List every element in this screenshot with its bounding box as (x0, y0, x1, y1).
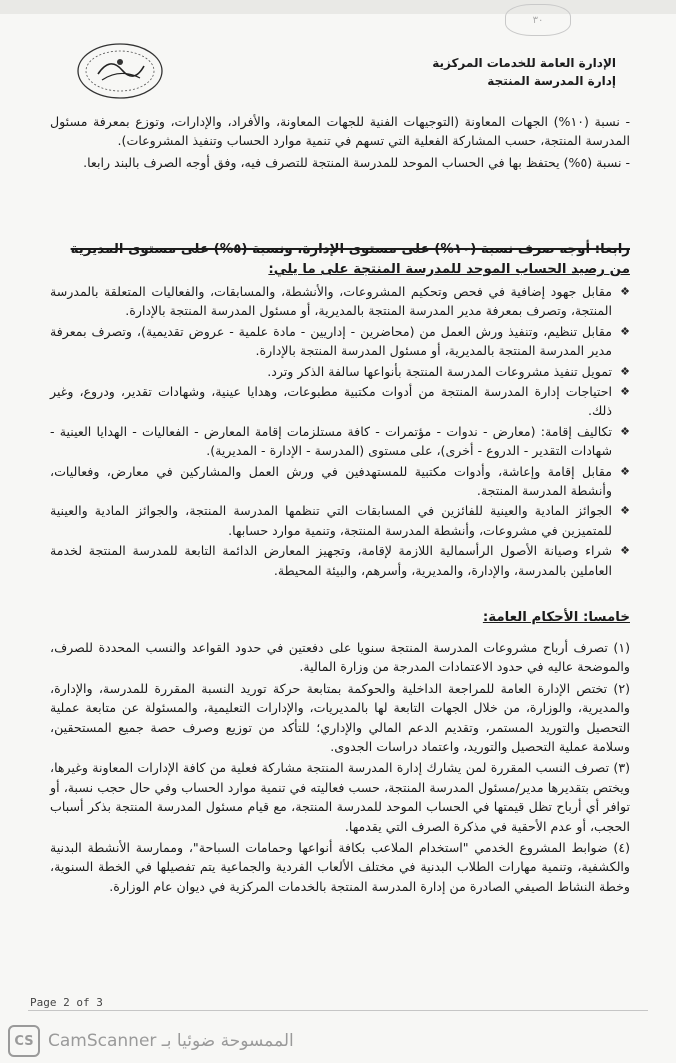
top-stamp (505, 4, 571, 36)
section-2-title (50, 240, 630, 280)
list-item: (٢) تختص الإدارة العامة للمراجعة الداخلية والحوكمة بمتابعة حركة توريد النسبة المقررة للمدرسة، والإدارة، والمديرية، والوزارة، من خلال الجهات التابعة لها بالمديريات، والإدارات التعليمية، والمسئولة عن متابعة عملية التحصيل والتوريد المستمر، وتقديم الدعم المالي والإداري؛ للتأكد من توزيع وصرف حصة جميع المستحقين، وسلامة عملية التحصيل والتوريد، واعتماد دراسات الجدوى. (50, 680, 630, 755)
header-line-1: الإدارة العامة للخدمات المركزية (432, 56, 616, 70)
section-3-list (50, 638, 630, 898)
section-2-list (50, 282, 630, 581)
camscanner-text: الممسوحة ضوئيا بـ CamScanner (48, 1031, 294, 1051)
list-item: ❖ تكاليف إقامة: (معارض - ندوات - مؤتمرات - كافة مستلزمات إقامة المعارض - الفعاليات - الهدايا العينية - شهادات التقدير - الدروع - أخرى)، على مستوى (المدرسة - الإدارة - المديرية). (50, 422, 630, 461)
section-1 (50, 112, 630, 174)
paragraph-entities-share: - نسبة (١٠%) الجهات المعاونة (التوجيهات الفنية للجهات المعاونة، والأفراد، والإدارات، وتوزع بمعرفة مسئول المدرسة المنتجة، حسب المشاركة الفعلية التي تسهم في تنمية موارد الحساب وتنفيذ المشروعات). (50, 114, 630, 149)
list-item: ❖ احتياجات إدارة المدرسة المنتجة من أدوات مكتبية مطبوعات، وهدايا عينية، وشهادات تقدير، ودروع، وغير ذلك. (50, 382, 630, 421)
list-item: ❖ شراء وصيانة الأصول الرأسمالية اللازمة لإقامة، وتجهيز المعارض الدائمة التابعة للمدرسة المنتجة لخدمة العاملين بالمدرسة، والإدارة، والمديرية، وأسرهم، والبيئة المحيطة. (50, 541, 630, 580)
document-header (396, 54, 616, 90)
list-item: ❖ مقابل إقامة وإعاشة، وأدوات مكتبية للمستهدفين في ورش العمل والمشاركين في معارض، وفعاليات، وأنشطة المدرسة المنتجة. (50, 462, 630, 501)
section-2-title-line-2: من رصيد الحساب الموحد للمدرسة المنتجة على ما يلي: (268, 262, 630, 277)
list-item: (٤) ضوابط المشروع الخدمي "استخدام الملاعب بكافة أنواعها وحمامات السباحة"، وممارسة الأنشطة البدنية والكشفية، وتنمية مهارات الطلاب البدنية في مختلف الألعاب الفردية والجماعية يتم تفصيلها في الخطة السنوية، وخطة النشاط الصيفي الصادرة من إدارة المدرسة المنتجة بالخدمات المركزية في ديوان عام الوزارة. (50, 840, 630, 894)
section-3-title: خامسا: الأحكام العامة: (482, 610, 630, 625)
paragraph-reserve-share: - نسبة (٥%) يحتفظ بها في الحساب الموحد للمدرسة المنتجة للتصرف فيه، وفق أوجه الصرف بالبند رابعا. (83, 154, 630, 170)
camscanner-watermark (8, 1026, 668, 1056)
list-item: ❖ الجوائز المادية والعينية للفائزين في المسابقات التي تنظمها المدرسة المنتجة، والجوائز المادية والعينية للمتميزين في مشروعات، وأنشطة المدرسة المنتجة، وتنمية موارد حسابها. (50, 501, 630, 540)
list-item: ❖ مقابل جهود إضافية في فحص وتحكيم المشروعات، والأنشطة، والمسابقات، والفعاليات المتعلقة بالمدرسة المنتجة، وتصرف بمعرفة مدير المدرسة المنتجة بالمديرية، أو مسئول المدرسة المنتجة بالإدارة. (50, 282, 630, 321)
list-item: ❖ تمويل تنفيذ مشروعات المدرسة المنتجة بأنواعها سالفة الذكر وترد. (50, 362, 630, 381)
header-line-2: إدارة المدرسة المنتجة (487, 74, 616, 88)
page-number: Page 2 of 3 (30, 996, 103, 1009)
list-item: ❖ مقابل تنظيم، وتنفيذ ورش العمل من (محاضرين - إداريين - مادة علمية - عروض تقديمية)، وتصرف بمعرفة مدير المدرسة المنتجة بالمديرية، أو مسئول المدرسة المنتجة بالإدارة. (50, 322, 630, 361)
top-stamp-text: ٣٠ (532, 14, 544, 26)
section-2-title-line-1: رابعا: أوجه صرف نسبة (١٠%) على مستوى الإدارة، ونسبة (٥%) على مستوى المديرية (70, 242, 630, 257)
camscanner-logo-icon: CS (8, 1025, 40, 1057)
list-item: (١) تصرف أرباح مشروعات المدرسة المنتجة سنويا على دفعتين في حدود القواعد والنسب المحددة للصرف، والموضحة عاليه في حدود الاعتمادات المدرجة من وزارة المالية. (50, 640, 630, 675)
list-item: (٣) تصرف النسب المقررة لمن يشارك إدارة المدرسة المنتجة مشاركة فعلية من كافة الإدارات المعاونة وغيرها، ويختص بتقديرها مدير/مسئول المدرسة المنتجة، حسب فعاليته في تنمية موارد الحساب وفي حال حجب نسبة، أو توافر أي أرباح تظل قيمتها في الحساب الموحد للمدرسة المنتجة، مع قيام مسئول المدرسة المنتجة بذكر أسباب الحجب، أو عدم الأحقية في مذكرة الصرف التي يقدمها. (50, 760, 630, 834)
scan-top-edge (0, 0, 676, 14)
ministry-logo (74, 40, 166, 102)
footer-divider (28, 1010, 648, 1011)
